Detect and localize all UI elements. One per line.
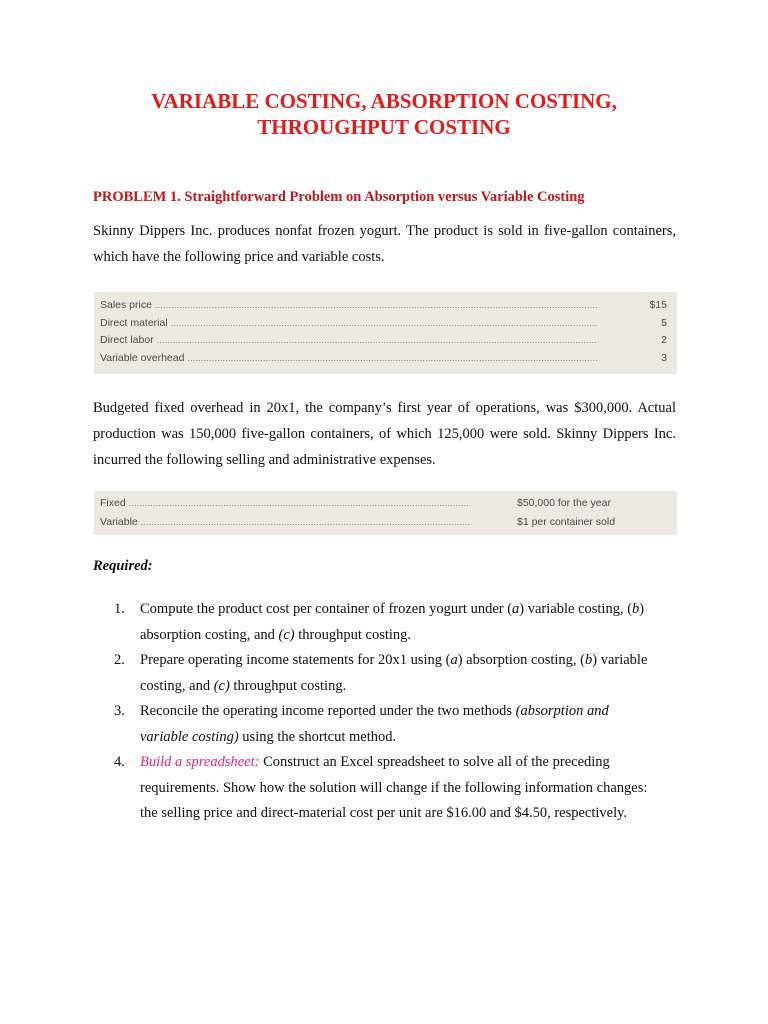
title-line-1: VARIABLE COSTING, ABSORPTION COSTING, bbox=[151, 89, 617, 113]
table-row bbox=[100, 315, 667, 331]
overhead-paragraph: Budgeted fixed overhead in 20x1, the company’s first year of operations, was $300,000. Actual production was 150,000 five-gallon containers, of which 125,000 were sold. Skinny Dippers Inc. incurred the following selling and administrative expenses. bbox=[93, 400, 676, 468]
item-number: 3. bbox=[114, 703, 125, 719]
item-text: ) absorption costing, ( bbox=[457, 652, 585, 668]
table-row bbox=[100, 332, 667, 348]
sga-expense-table bbox=[94, 491, 677, 535]
item-text-italic: a bbox=[512, 601, 520, 617]
item-text-italic: a bbox=[450, 652, 458, 668]
item-text-italic: b bbox=[584, 652, 593, 668]
row-label: Sales price bbox=[100, 299, 152, 311]
leader-dots bbox=[141, 517, 470, 527]
item-text-italic: (absorption and variable costing) bbox=[140, 703, 609, 745]
item-number: 2. bbox=[114, 652, 125, 668]
item-text: ) absorption costing, and bbox=[140, 601, 645, 643]
leader-dots bbox=[129, 498, 470, 508]
item-text: using the shortcut method. bbox=[238, 728, 397, 745]
item-text: Construct an Excel spreadsheet to solve all of the preceding requirements. Show how the solution will change if the following information changes: the selling price and direct-material cost per unit are $16.00 and $4.50, respectively. bbox=[140, 754, 648, 821]
item-text: Prepare operating income statements for 20x1 using ( bbox=[140, 652, 451, 668]
row-label: Direct labor bbox=[100, 334, 154, 346]
leader-dots bbox=[155, 300, 597, 310]
row-label: Direct material bbox=[100, 317, 168, 329]
row-value: $50,000 for the year bbox=[517, 497, 611, 509]
row-label: Variable bbox=[100, 516, 138, 528]
list-item bbox=[114, 750, 654, 827]
item-text: throughput costing. bbox=[294, 626, 412, 643]
item-text: ) variable costing, and bbox=[140, 652, 648, 694]
item-number: 1. bbox=[114, 601, 125, 617]
item-text-italic: b bbox=[632, 601, 640, 617]
row-value: $1 per container sold bbox=[517, 516, 616, 528]
required-label: Required: bbox=[93, 558, 153, 574]
leader-dots bbox=[157, 335, 597, 345]
list-item bbox=[114, 597, 654, 648]
item-text: throughput costing. bbox=[229, 677, 347, 694]
leader-dots bbox=[171, 318, 597, 328]
intro-paragraph: Skinny Dippers Inc. produces nonfat frozen yogurt. The product is sold in five-gallon containers, which have the following price and variable costs. bbox=[93, 223, 676, 265]
problem-heading: PROBLEM 1. Straightforward Problem on Absorption versus Variable Costing bbox=[93, 189, 585, 205]
table-row bbox=[100, 514, 667, 530]
spreadsheet-highlight: Build a spreadsheet: bbox=[140, 754, 260, 770]
row-value: 3 bbox=[661, 352, 667, 364]
requirements-list bbox=[114, 597, 654, 827]
item-number: 4. bbox=[114, 754, 125, 770]
row-label: Fixed bbox=[100, 497, 126, 509]
list-item bbox=[114, 699, 654, 750]
table-row bbox=[100, 495, 667, 511]
row-value: $15 bbox=[649, 299, 667, 311]
table-row bbox=[100, 350, 667, 366]
list-item bbox=[114, 648, 654, 699]
item-text: Compute the product cost per container of frozen yogurt under ( bbox=[140, 601, 513, 617]
item-text: Reconcile the operating income reported under the two methods bbox=[140, 703, 516, 719]
document-title bbox=[0, 88, 768, 140]
item-text-italic: (c) bbox=[213, 677, 230, 694]
row-value: 2 bbox=[661, 334, 667, 346]
price-cost-table bbox=[94, 292, 677, 374]
row-value: 5 bbox=[661, 317, 667, 329]
item-text-italic: (c) bbox=[278, 626, 295, 643]
leader-dots bbox=[187, 353, 597, 363]
title-line-2: THROUGHPUT COSTING bbox=[257, 115, 511, 139]
table-row bbox=[100, 297, 667, 313]
item-text: ) variable costing, ( bbox=[519, 601, 633, 617]
row-label: Variable overhead bbox=[100, 352, 185, 364]
